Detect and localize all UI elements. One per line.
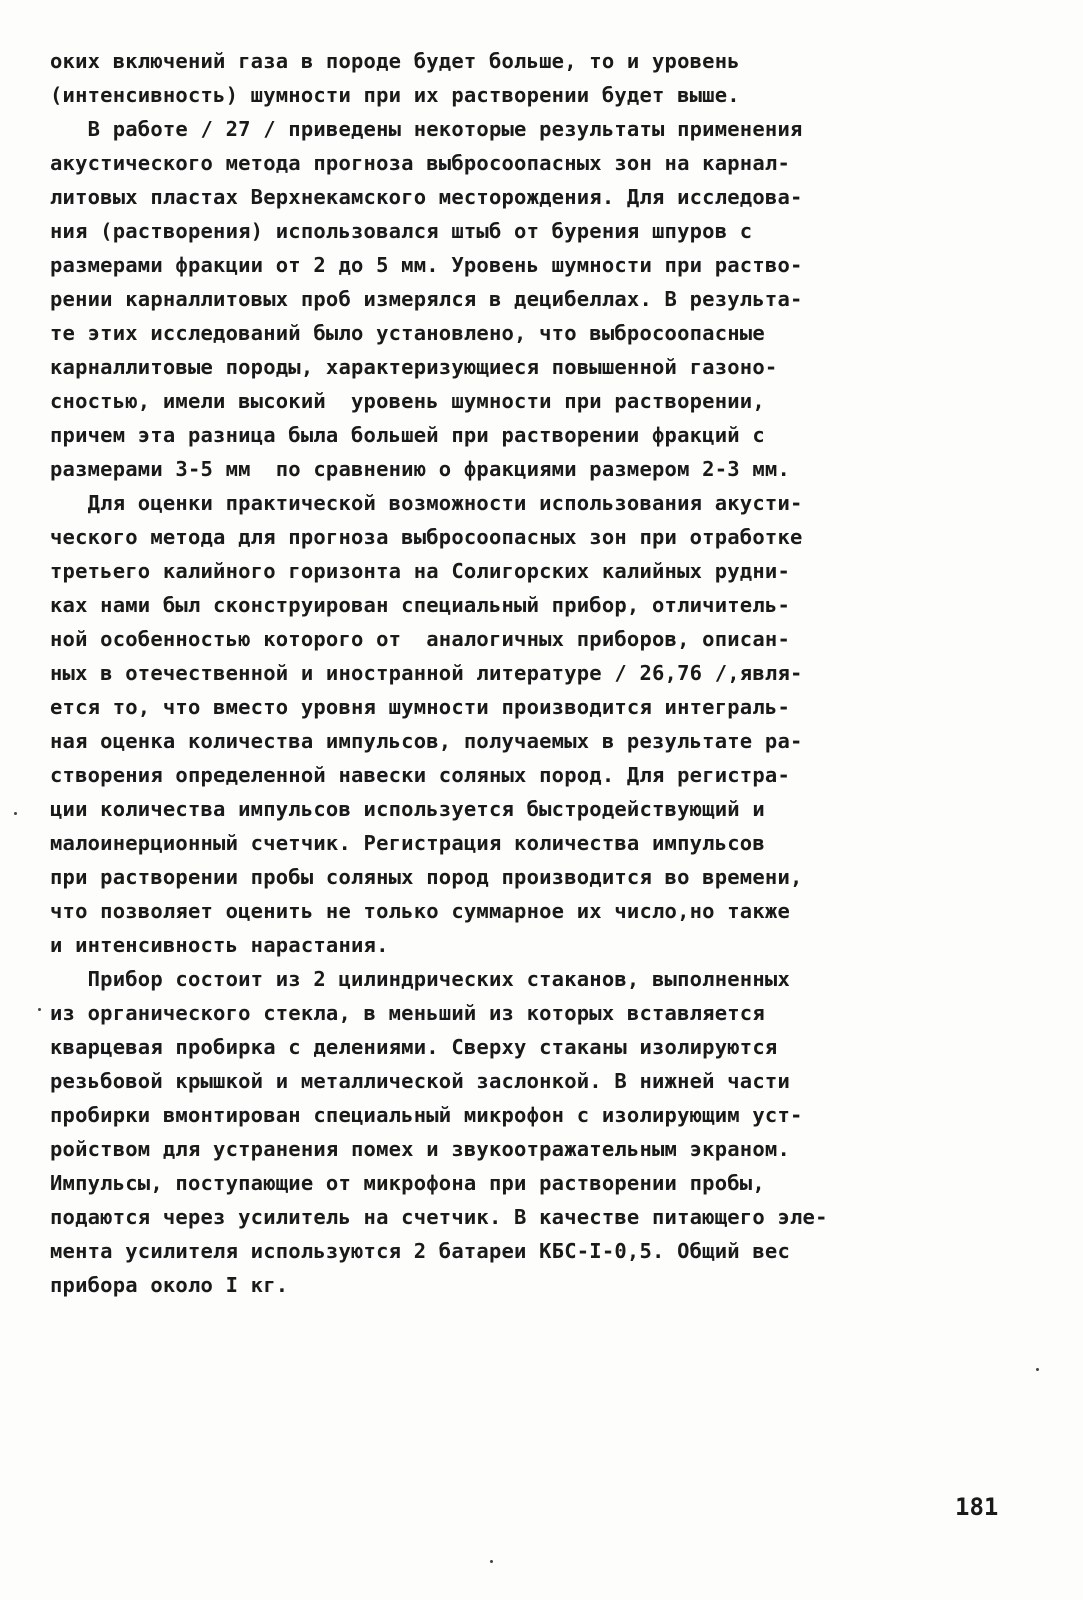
text-line: прибора около I кг. xyxy=(50,1273,289,1297)
text-line: акустического метода прогноза выбросоопасных зон на карнал- xyxy=(50,151,790,175)
text-line: (интенсивность) шумности при их растворении будет выше. xyxy=(50,83,740,107)
text-line: В работе / 27 / приведены некоторые результаты применения xyxy=(50,117,803,141)
text-line: Прибор состоит из 2 цилиндрических стаканов, выполненных xyxy=(50,967,790,991)
text-line: сностью, имели высокий уровень шумности при растворении, xyxy=(50,389,765,413)
paper-speck xyxy=(1036,1368,1039,1371)
text-line: рении карналлитовых проб измерялся в децибеллах. В результа- xyxy=(50,287,803,311)
text-line: ной особенностью которого от аналогичных приборов, описан- xyxy=(50,627,790,651)
text-line: литовых пластах Верхнекамского месторождения. Для исследова- xyxy=(50,185,803,209)
text-line: причем эта разница была большей при растворении фракций с xyxy=(50,423,765,447)
paper-speck xyxy=(490,1560,493,1563)
text-line: из органического стекла, в меньший из которых вставляется xyxy=(50,1001,765,1025)
text-line: ных в отечественной и иностранной литературе / 26,76 /,явля- xyxy=(50,661,803,685)
body-text xyxy=(50,44,1050,1302)
text-line: те этих исследований было установлено, что выбросоопасные xyxy=(50,321,765,345)
text-line: что позволяет оценить не только суммарное их число,но также xyxy=(50,899,790,923)
text-line: ройством для устранения помех и звукоотражательным экраном. xyxy=(50,1137,790,1161)
paper-speck xyxy=(38,1008,41,1011)
text-line: створения определенной навески соляных пород. Для регистра- xyxy=(50,763,790,787)
text-line: ния (растворения) использовался штыб от бурения шпуров с xyxy=(50,219,753,243)
text-line: оких включений газа в породе будет больше, то и уровень xyxy=(50,49,740,73)
text-line: резьбовой крышкой и металлической заслонкой. В нижней части xyxy=(50,1069,790,1093)
paper-speck xyxy=(14,812,17,815)
text-line: и интенсивность нарастания. xyxy=(50,933,389,957)
text-line: пробирки вмонтирован специальный микрофон с изолирующим уст- xyxy=(50,1103,803,1127)
page-number: 181 xyxy=(955,1493,999,1521)
text-line: карналлитовые породы, характеризующиеся повышенной газоно- xyxy=(50,355,778,379)
text-line: подаются через усилитель на счетчик. В качестве питающего эле- xyxy=(50,1205,828,1229)
text-line: ции количества импульсов используется быстродействующий и xyxy=(50,797,765,821)
text-line: Импульсы, поступающие от микрофона при растворении пробы, xyxy=(50,1171,765,1195)
text-line: ется то, что вместо уровня шумности производится интеграль- xyxy=(50,695,790,719)
text-line: мента усилителя используются 2 батареи КБС-I-0,5. Общий вес xyxy=(50,1239,790,1263)
text-line: при растворении пробы соляных пород производится во времени, xyxy=(50,865,803,889)
text-line: ческого метода для прогноза выбросоопасных зон при отработке xyxy=(50,525,803,549)
text-line: ная оценка количества импульсов, получаемых в результате ра- xyxy=(50,729,803,753)
text-line: Для оценки практической возможности использования акусти- xyxy=(50,491,803,515)
text-line: третьего калийного горизонта на Солигорских калийных рудни- xyxy=(50,559,790,583)
text-line: ках нами был сконструирован специальный прибор, отличитель- xyxy=(50,593,790,617)
text-line: кварцевая пробирка с делениями. Сверху стаканы изолируются xyxy=(50,1035,778,1059)
text-line: размерами фракции от 2 до 5 мм. Уровень шумности при раство- xyxy=(50,253,803,277)
text-line: малоинерционный счетчик. Регистрация количества импульсов xyxy=(50,831,765,855)
text-line: размерами 3-5 мм по сравнению о фракциями размером 2-3 мм. xyxy=(50,457,790,481)
